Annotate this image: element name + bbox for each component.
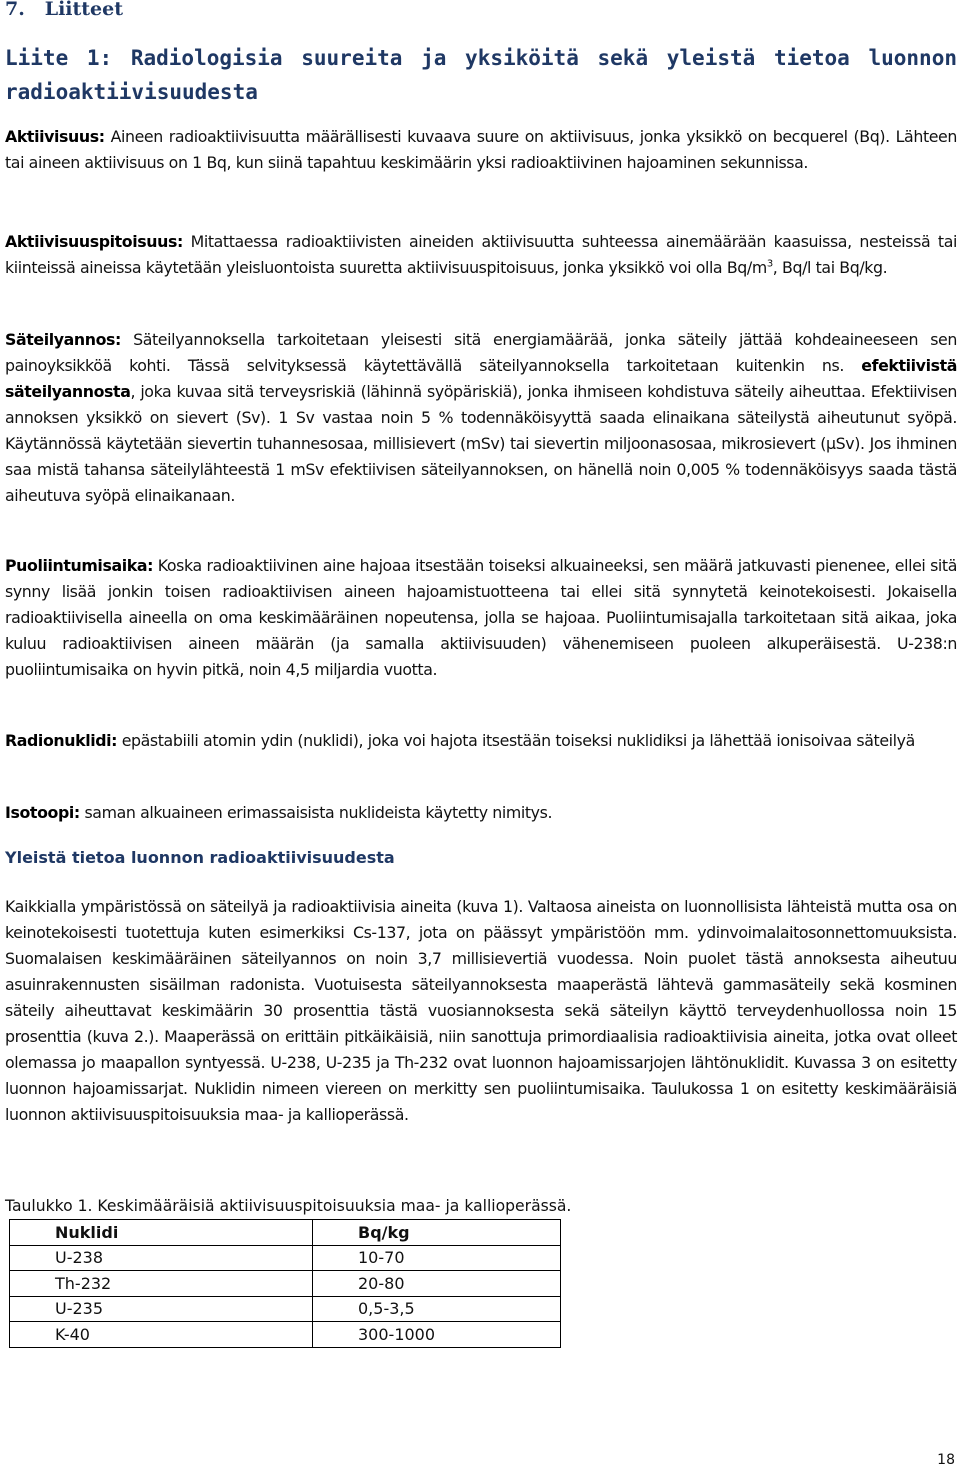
paragraph-activity-concentration: [5, 229, 957, 281]
table-row: [10, 1296, 561, 1322]
definition-activity-concentration-part1: Mitattaessa radioaktiivisten aineiden aktiivisuutta suhteessa ainemäärään kaasuissa, nesteissä tai kiinteissä aineissa käytetään yleisluontoista suuretta aktiivisuuspitoisuus, jonka yksikkö voi olla Bq/m: [5, 232, 957, 277]
term-half-life: Puoliintumisaika:: [5, 556, 153, 575]
definition-activity-concentration-part2: , Bq/l tai Bq/kg.: [772, 258, 888, 277]
table-row: [10, 1245, 561, 1271]
definition-isotope: saman alkuaineen erimassaisista nuklideista käytetty nimitys.: [79, 803, 553, 822]
cell-value: 0,5-3,5: [313, 1296, 561, 1322]
cell-nuclide: U-238: [10, 1245, 313, 1271]
section-heading: [5, 0, 123, 20]
table-caption: Taulukko 1. Keskimääräisiä aktiivisuuspitoisuuksia maa- ja kallioperässä.: [5, 1197, 572, 1215]
cell-nuclide: Th-232: [10, 1271, 313, 1297]
term-radionuclide: Radionuklidi:: [5, 731, 118, 750]
definition-radionuclide: epästabiili atomin ydin (nuklidi), joka voi hajota itsestään toiseksi nuklidiksi ja lähettää ionisoivaa säteilyä: [117, 731, 915, 750]
paragraph-activity: [5, 124, 957, 176]
header-nuclide: Nuklidi: [10, 1220, 313, 1246]
term-activity-concentration: Aktiivisuuspitoisuus:: [5, 232, 183, 251]
cell-nuclide: U-235: [10, 1296, 313, 1322]
nuclide-table: [9, 1219, 561, 1348]
cell-value: 20-80: [313, 1271, 561, 1297]
paragraph-dose: [5, 327, 957, 509]
paragraph-radionuclide: [5, 728, 957, 754]
appendix-title: Liite 1: Radiologisia suureita ja yksiköitä sekä yleistä tietoa luonnon radioaktiivisuudesta: [5, 46, 957, 104]
definition-activity: Aineen radioaktiivisuutta määrällisesti kuvaava suure on aktiivisuus, jonka yksikkö on becquerel (Bq). Lähteen tai aineen aktiivisuus on 1 Bq, kun siinä tapahtuu keskimäärin yksi radioaktiivinen hajoaminen sekunnissa.: [5, 127, 957, 172]
term-isotope: Isotoopi:: [5, 803, 80, 822]
definition-dose-part1: Säteilyannoksella tarkoitetaan yleisesti sitä energiamäärää, jonka säteily jättää kohdeaineeseen sen painoyksikköä kohti. Tässä selvityksessä käytettävällä säteilyannoksella tarkoitetaan kuitenkin ns.: [5, 330, 957, 375]
section-number: 7.: [5, 0, 25, 20]
paragraph-half-life: [5, 553, 957, 683]
definition-dose-part2: , joka kuvaa sitä terveysriskiä (lähinnä syöpäriskiä), jonka ihmiseen kohdistuva säteily aiheuttaa. Efektiivisen annoksen yksikkö on sievert (Sv). 1 Sv vastaa noin 5 % todennäköisyyttä saada elinaikana säteilystä aiheutunut syöpä. Käytännössä käytetään sievertin tuhannesosaa, millisievert (mSv) tai sievertin miljoonasosaa, mikrosievert (μSv). Jos ihminen saa mistä tahansa säteilylähteestä 1 mSv efektiivisen säteilyannoksen, on hänellä noin 0,005 % todennäköisyys saada tästä aiheutuva syöpä elinaikanaan.: [5, 382, 957, 505]
page-number: 18: [937, 1452, 955, 1468]
cell-nuclide: K-40: [10, 1322, 313, 1348]
header-bq-per-kg: Bq/kg: [313, 1220, 561, 1246]
natural-radioactivity-heading: Yleistä tietoa luonnon radioaktiivisuudesta: [5, 848, 395, 867]
cell-value: 10-70: [313, 1245, 561, 1271]
term-dose: Säteilyannos:: [5, 330, 121, 349]
superscript-three: 3: [766, 258, 773, 270]
table-header-row: [10, 1220, 561, 1246]
term-activity: Aktiivisuus:: [5, 127, 105, 146]
term-effective-dose: efektiivistä säteilyannosta: [5, 356, 957, 401]
paragraph-isotope: [5, 800, 957, 826]
paragraph-natural-radioactivity: Kaikkialla ympäristössä on säteilyä ja radioaktiivisia aineita (kuva 1). Valtaosa aineista on luonnollisista lähteistä mutta osa on keinotekoisesti tuotettuja kuten esimerkiksi Cs-137, jota on päässyt ympäristöön mm. ydinvoimalaitosonnettomuuksista. Suomalaisen keskimääräinen säteilyannos on noin 3,7 millisievertiä vuodessa. Noin puolet tästä annoksesta aiheutuu asuinrakennusten sisäilman radonista. Vuotuisesta säteilyannoksesta maaperästä lähtevä gammasäteily sekä kosminen säteily aiheuttavat keskimäärin 30 prosenttia tästä vuosiannoksesta sekä säteilyn käyttö terveydenhuollossa noin 15 prosenttia (kuva 2.). Maaperässä on erittäin pitkäikäisiä, niin sanottuja primordiaalisia radioaktiivisia aineita, jotka ovat olleet olemassa jo maapallon syntyessä. U-238, U-235 ja Th-232 ovat luonnon hajoamissarjojen lähtönuklidit. Kuvassa 3 on esitetty luonnon hajoamissarjat. Nuklidin nimeen viereen on merkitty sen puoliintumisaika. Taulukossa 1 on esitetty keskimääräisiä luonnon aktiivisuuspitoisuuksia maa- ja kallioperässä.: [5, 897, 957, 1124]
table-row: [10, 1322, 561, 1348]
table-row: [10, 1271, 561, 1297]
definition-half-life: Koska radioaktiivinen aine hajoaa itsestään toiseksi alkuaineeksi, sen määrä jatkuvasti pienenee, ellei sitä synny lisää jonkin toisen radioaktiivisen aineen hajoamistuotteena tai ellei sitä synnytetä keinotekoisesti. Jokaisella radioaktiivisella aineella on oma keskimääräinen nopeutensa, jolla se hajoaa. Puoliintumisajalla tarkoitetaan sitä aikaa, joka kuluu radioaktiivisen aineen määrän (ja samalla aktiivisuuden) vähenemiseen puoleen alkuperäisestä. U-238:n puoliintumisaika on hyvin pitkä, noin 4,5 miljardia vuotta.: [5, 556, 957, 679]
cell-value: 300-1000: [313, 1322, 561, 1348]
section-title: Liitteet: [44, 0, 124, 20]
